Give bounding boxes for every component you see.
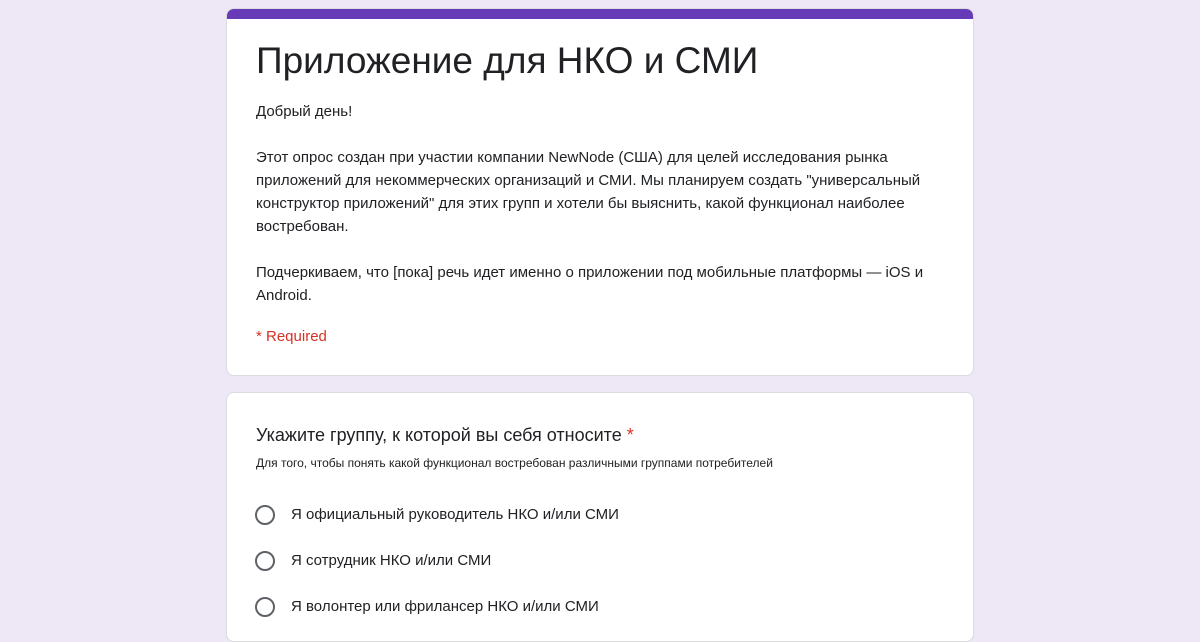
radio-option-employee[interactable] [255,548,619,574]
form-header-card [226,8,974,376]
radio-button[interactable] [255,551,275,571]
radio-option-volunteer[interactable] [255,594,619,620]
radio-option-label: Я сотрудник НКО и/или СМИ [291,552,492,569]
radio-option-label: Я волонтер или фрилансер НКО и/или СМИ [291,598,599,615]
form-description [256,100,956,330]
description-paragraph: Этот опрос создан при участии компании NewNode (США) для целей исследования рынка приложений для некоммерческих организаций и СМИ. Мы планируем создать "универсальный конструктор приложений" для этих групп и хотели бы выяснить, какой функционал наиболее востребован. [256,149,921,235]
question-card [226,392,974,642]
question-title-text: Укажите группу, к которой вы себя относите [256,425,622,445]
description-paragraph: Добрый день! [256,103,353,120]
radio-option-label: Я официальный руководитель НКО и/или СМИ [291,506,619,523]
form-title: Приложение для НКО и СМИ [256,40,759,81]
required-note: * Required [256,328,327,345]
question-help-text: Для того, чтобы понять какой функционал востребован различными группами потребителей [256,456,773,470]
radio-options [255,502,619,640]
radio-button[interactable] [255,505,275,525]
required-asterisk: * [626,425,634,445]
radio-button[interactable] [255,597,275,617]
header-accent-bar [227,9,973,19]
question-title [256,423,634,447]
radio-option-leader[interactable] [255,502,619,528]
description-paragraph: Подчеркиваем, что [пока] речь идет именно о приложении под мобильные платформы — iOS и Android. [256,264,924,304]
